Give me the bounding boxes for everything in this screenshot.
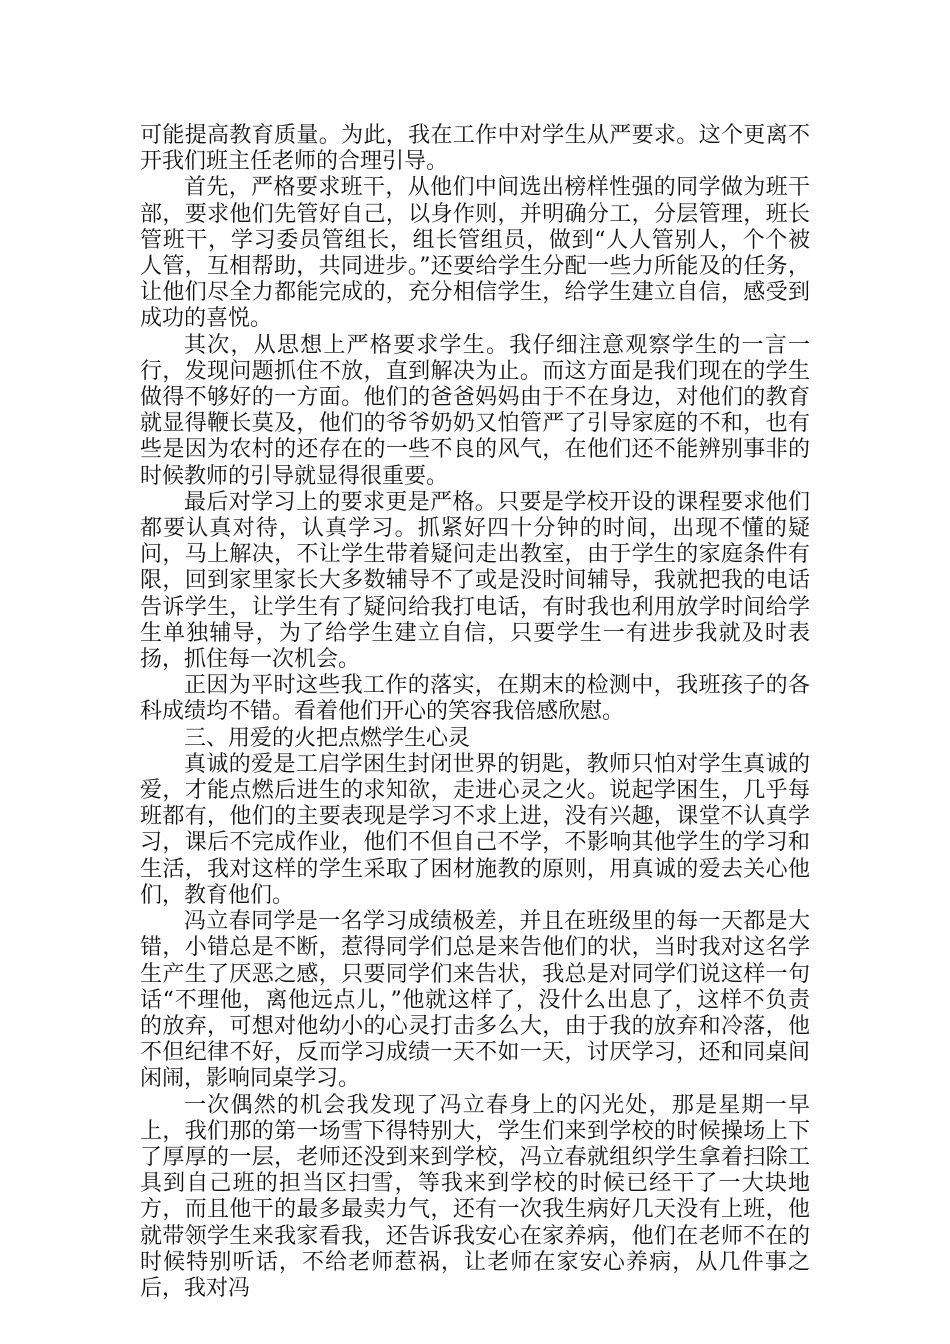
paragraph-2: 首先，严格要求班干，从他们中间选出榜样性强的同学做为班干部，要求他们先管好自己，以身作则，并明确分工，分层管理，班长管班干，学习委员管组长，组长管组员，做到“人人管别人，个个被人管，互相帮助，共同进步。”还要给学生分配一些力所能及的任务，让他们尽全力都能完成的，充分相信学生，给学生建立自信，感受到成功的喜悦。 (140, 175, 810, 332)
document-page (140, 123, 810, 1302)
paragraph-3: 其次，从思想上严格要求学生。我仔细注意观察学生的一言一行，发现问题抓住不放，直到解决为止。而这方面是我们现在的学生做得不够好的一方面。他们的爸爸妈妈由于不在身边，对他们的教育就显得鞭长莫及，他们的爷爷奶奶又怕管严了引导家庭的不和，也有些是因为农村的还存在的一些不良的风气，在他们还不能辨别事非的时候教师的引导就显得很重要。 (140, 332, 810, 489)
section-heading: 三、用爱的火把点燃学生心灵 (184, 725, 471, 751)
paragraph-6: 真诚的爱是工启学困生封闭世界的钥匙，教师只怕对学生真诚的爱，才能点燃后进生的求知欲，走进心灵之火。说起学困生，几乎每班都有，他们的主要表现是学习不求上进，没有兴趣，课堂不认真学习，课后不完成作业，他们不但自己不学，不影响其他学生的学习和生活，我对这样的学生采取了困材施教的原则，用真诚的爱去关心他们，教育他们。 (140, 751, 810, 908)
paragraph-1: 可能提高教育质量。为此，我在工作中对学生从严要求。这个更离不开我们班主任老师的合理引导。 (140, 123, 810, 175)
paragraph-5: 正因为平时这些我工作的落实，在期末的检测中，我班孩子的各科成绩均不错。看着他们开心的笑容我倍感欣慰。 (140, 673, 810, 725)
paragraph-7: 冯立春同学是一名学习成绩极差，并且在班级里的每一天都是大错，小错总是不断，惹得同学们总是来告他们的状，当时我对这名学生产生了厌恶之感，只要同学们来告状，我总是对同学们说这样一句话“不理他，离他远点儿，”他就这样了，没什么出息了，这样不负责的放弃，可想对他幼小的心灵打击多么大，由于我的放弃和冷落，他不但纪律不好，反而学习成绩一天不如一天，讨厌学习，还和同桌间闲闹，影响同桌学习。 (140, 909, 810, 1092)
paragraph-4: 最后对学习上的要求更是严格。只要是学校开设的课程要求他们都要认真对待，认真学习。抓紧好四十分钟的时间，出现不懂的疑问，马上解决，不让学生带着疑问走出教室，由于学生的家庭条件有限，回到家里家长大多数辅导不了或是没时间辅导，我就把我的电话告诉学生，让学生有了疑问给我打电话，有时我也利用放学时间给学生单独辅导，为了给学生建立自信，只要学生一有进步我就及时表扬，抓住每一次机会。 (140, 489, 810, 673)
paragraph-8: 一次偶然的机会我发现了冯立春身上的闪光处，那是星期一早上，我们那的第一场雪下得特别大，学生们来到学校的时候操场上下了厚厚的一层，老师还没到来到学校，冯立春就组织学生拿着扫除工具到自己班的担当区扫雪，等我来到学校的时候已经干了一大块地方，而且他干的最多最卖力气，还有一次我生病好几天没有上班，他就带领学生来我家看我，还告诉我安心在家养病，他们在老师不在的时候特别听话，不给老师惹祸，让老师在家安心养病，从几件事之后，我对冯 (140, 1092, 810, 1301)
